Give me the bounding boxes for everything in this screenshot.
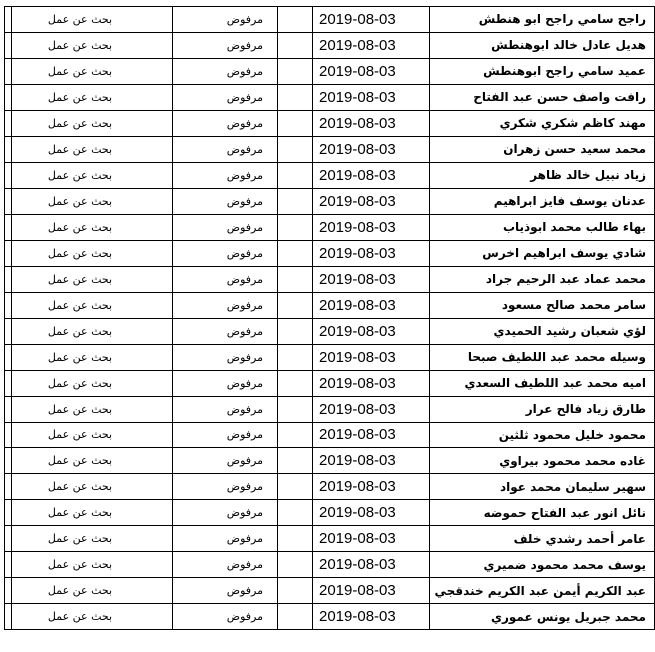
reason-cell: بحث عن عمل [12, 58, 173, 84]
reason-cell: بحث عن عمل [12, 578, 173, 604]
reason-cell: بحث عن عمل [12, 474, 173, 500]
empty-cell [278, 552, 313, 578]
reason-cell: بحث عن عمل [12, 214, 173, 240]
reason-cell: بحث عن عمل [12, 162, 173, 188]
status-cell: مرفوض [173, 552, 278, 578]
empty-cell [278, 500, 313, 526]
edge-cell [5, 422, 12, 448]
status-cell: مرفوض [173, 240, 278, 266]
date-cell: 2019-08-03 [313, 136, 430, 162]
table-row [5, 500, 655, 526]
empty-cell [278, 188, 313, 214]
table-row [5, 396, 655, 422]
status-cell: مرفوض [173, 214, 278, 240]
date-cell: 2019-08-03 [313, 188, 430, 214]
status-cell: مرفوض [173, 84, 278, 110]
empty-cell [278, 240, 313, 266]
empty-cell [278, 110, 313, 136]
name-cell: عامر أحمد رشدي خلف [430, 526, 655, 552]
status-cell: مرفوض [173, 188, 278, 214]
reason-cell: بحث عن عمل [12, 318, 173, 344]
reason-cell: بحث عن عمل [12, 188, 173, 214]
date-cell: 2019-08-03 [313, 240, 430, 266]
applicants-table-body [5, 7, 655, 630]
reason-cell: بحث عن عمل [12, 7, 173, 33]
status-cell: مرفوض [173, 526, 278, 552]
date-cell: 2019-08-03 [313, 526, 430, 552]
table-row [5, 162, 655, 188]
edge-cell [5, 344, 12, 370]
edge-cell [5, 604, 12, 630]
edge-cell [5, 448, 12, 474]
edge-cell [5, 552, 12, 578]
name-cell: هديل عادل خالد ابوهنطش [430, 32, 655, 58]
applicants-table [4, 6, 655, 630]
reason-cell: بحث عن عمل [12, 84, 173, 110]
date-cell: 2019-08-03 [313, 162, 430, 188]
status-cell: مرفوض [173, 162, 278, 188]
empty-cell [278, 7, 313, 33]
empty-cell [278, 448, 313, 474]
name-cell: مهند كاظم شكري شكري [430, 110, 655, 136]
date-cell: 2019-08-03 [313, 448, 430, 474]
date-cell: 2019-08-03 [313, 500, 430, 526]
reason-cell: بحث عن عمل [12, 448, 173, 474]
reason-cell: بحث عن عمل [12, 240, 173, 266]
table-row [5, 604, 655, 630]
table-row [5, 7, 655, 33]
table-row [5, 84, 655, 110]
empty-cell [278, 292, 313, 318]
edge-cell [5, 500, 12, 526]
empty-cell [278, 136, 313, 162]
name-cell: رافت واصف حسن عبد الفتاح [430, 84, 655, 110]
name-cell: راجح سامي راجح ابو هنطش [430, 7, 655, 33]
edge-cell [5, 110, 12, 136]
edge-cell [5, 136, 12, 162]
date-cell: 2019-08-03 [313, 396, 430, 422]
empty-cell [278, 474, 313, 500]
name-cell: اميه محمد عبد اللطيف السعدي [430, 370, 655, 396]
empty-cell [278, 422, 313, 448]
edge-cell [5, 578, 12, 604]
table-row [5, 32, 655, 58]
status-cell: مرفوض [173, 474, 278, 500]
empty-cell [278, 84, 313, 110]
table-row [5, 578, 655, 604]
empty-cell [278, 214, 313, 240]
status-cell: مرفوض [173, 604, 278, 630]
table-row [5, 266, 655, 292]
status-cell: مرفوض [173, 110, 278, 136]
table-row [5, 214, 655, 240]
status-cell: مرفوض [173, 266, 278, 292]
name-cell: بهاء طالب محمد ابوذياب [430, 214, 655, 240]
date-cell: 2019-08-03 [313, 578, 430, 604]
reason-cell: بحث عن عمل [12, 266, 173, 292]
status-cell: مرفوض [173, 292, 278, 318]
date-cell: 2019-08-03 [313, 604, 430, 630]
table-row [5, 344, 655, 370]
name-cell: عبد الكريم أيمن عبد الكريم خندقجي [430, 578, 655, 604]
status-cell: مرفوض [173, 396, 278, 422]
name-cell: محمد عماد عبد الرحيم جراد [430, 266, 655, 292]
date-cell: 2019-08-03 [313, 292, 430, 318]
table-row [5, 318, 655, 344]
edge-cell [5, 84, 12, 110]
reason-cell: بحث عن عمل [12, 396, 173, 422]
edge-cell [5, 526, 12, 552]
reason-cell: بحث عن عمل [12, 292, 173, 318]
table-row [5, 474, 655, 500]
empty-cell [278, 526, 313, 552]
date-cell: 2019-08-03 [313, 552, 430, 578]
status-cell: مرفوض [173, 318, 278, 344]
status-cell: مرفوض [173, 370, 278, 396]
empty-cell [278, 318, 313, 344]
empty-cell [278, 162, 313, 188]
status-cell: مرفوض [173, 344, 278, 370]
name-cell: محمد سعيد حسن زهران [430, 136, 655, 162]
date-cell: 2019-08-03 [313, 84, 430, 110]
table-row [5, 136, 655, 162]
table-row [5, 448, 655, 474]
name-cell: عميد سامي راجح ابوهنطش [430, 58, 655, 84]
date-cell: 2019-08-03 [313, 344, 430, 370]
date-cell: 2019-08-03 [313, 422, 430, 448]
name-cell: محمود خليل محمود ثلثين [430, 422, 655, 448]
edge-cell [5, 214, 12, 240]
reason-cell: بحث عن عمل [12, 32, 173, 58]
date-cell: 2019-08-03 [313, 474, 430, 500]
reason-cell: بحث عن عمل [12, 604, 173, 630]
edge-cell [5, 188, 12, 214]
reason-cell: بحث عن عمل [12, 552, 173, 578]
name-cell: شادي يوسف ابراهيم اخرس [430, 240, 655, 266]
date-cell: 2019-08-03 [313, 318, 430, 344]
reason-cell: بحث عن عمل [12, 422, 173, 448]
edge-cell [5, 162, 12, 188]
reason-cell: بحث عن عمل [12, 344, 173, 370]
status-cell: مرفوض [173, 32, 278, 58]
name-cell: يوسف محمد محمود ضميري [430, 552, 655, 578]
status-cell: مرفوض [173, 500, 278, 526]
reason-cell: بحث عن عمل [12, 136, 173, 162]
status-cell: مرفوض [173, 448, 278, 474]
name-cell: محمد جبريل يونس عموري [430, 604, 655, 630]
edge-cell [5, 266, 12, 292]
edge-cell [5, 474, 12, 500]
name-cell: سامر محمد صالح مسعود [430, 292, 655, 318]
edge-cell [5, 292, 12, 318]
name-cell: طارق زياد فالح عرار [430, 396, 655, 422]
date-cell: 2019-08-03 [313, 7, 430, 33]
edge-cell [5, 7, 12, 33]
edge-cell [5, 318, 12, 344]
status-cell: مرفوض [173, 578, 278, 604]
table-row [5, 292, 655, 318]
empty-cell [278, 58, 313, 84]
table-row [5, 240, 655, 266]
date-cell: 2019-08-03 [313, 110, 430, 136]
empty-cell [278, 32, 313, 58]
reason-cell: بحث عن عمل [12, 370, 173, 396]
date-cell: 2019-08-03 [313, 58, 430, 84]
status-cell: مرفوض [173, 422, 278, 448]
name-cell: سهير سليمان محمد عواد [430, 474, 655, 500]
edge-cell [5, 240, 12, 266]
empty-cell [278, 370, 313, 396]
name-cell: عدنان يوسف فايز ابراهيم [430, 188, 655, 214]
table-row [5, 110, 655, 136]
name-cell: نائل انور عبد الفتاح حموضه [430, 500, 655, 526]
edge-cell [5, 370, 12, 396]
reason-cell: بحث عن عمل [12, 110, 173, 136]
empty-cell [278, 344, 313, 370]
edge-cell [5, 58, 12, 84]
edge-cell [5, 396, 12, 422]
table-row [5, 58, 655, 84]
status-cell: مرفوض [173, 7, 278, 33]
name-cell: غاده محمد محمود بيراوي [430, 448, 655, 474]
status-cell: مرفوض [173, 58, 278, 84]
date-cell: 2019-08-03 [313, 32, 430, 58]
edge-cell [5, 32, 12, 58]
empty-cell [278, 578, 313, 604]
name-cell: لؤي شعبان رشيد الحميدي [430, 318, 655, 344]
date-cell: 2019-08-03 [313, 266, 430, 292]
table-row [5, 552, 655, 578]
table-row [5, 422, 655, 448]
table-row [5, 370, 655, 396]
date-cell: 2019-08-03 [313, 370, 430, 396]
date-cell: 2019-08-03 [313, 214, 430, 240]
table-row [5, 526, 655, 552]
empty-cell [278, 396, 313, 422]
name-cell: وسيله محمد عبد اللطيف صبحا [430, 344, 655, 370]
reason-cell: بحث عن عمل [12, 526, 173, 552]
status-cell: مرفوض [173, 136, 278, 162]
empty-cell [278, 266, 313, 292]
reason-cell: بحث عن عمل [12, 500, 173, 526]
name-cell: زياد نبيل خالد ظاهر [430, 162, 655, 188]
table-row [5, 188, 655, 214]
empty-cell [278, 604, 313, 630]
